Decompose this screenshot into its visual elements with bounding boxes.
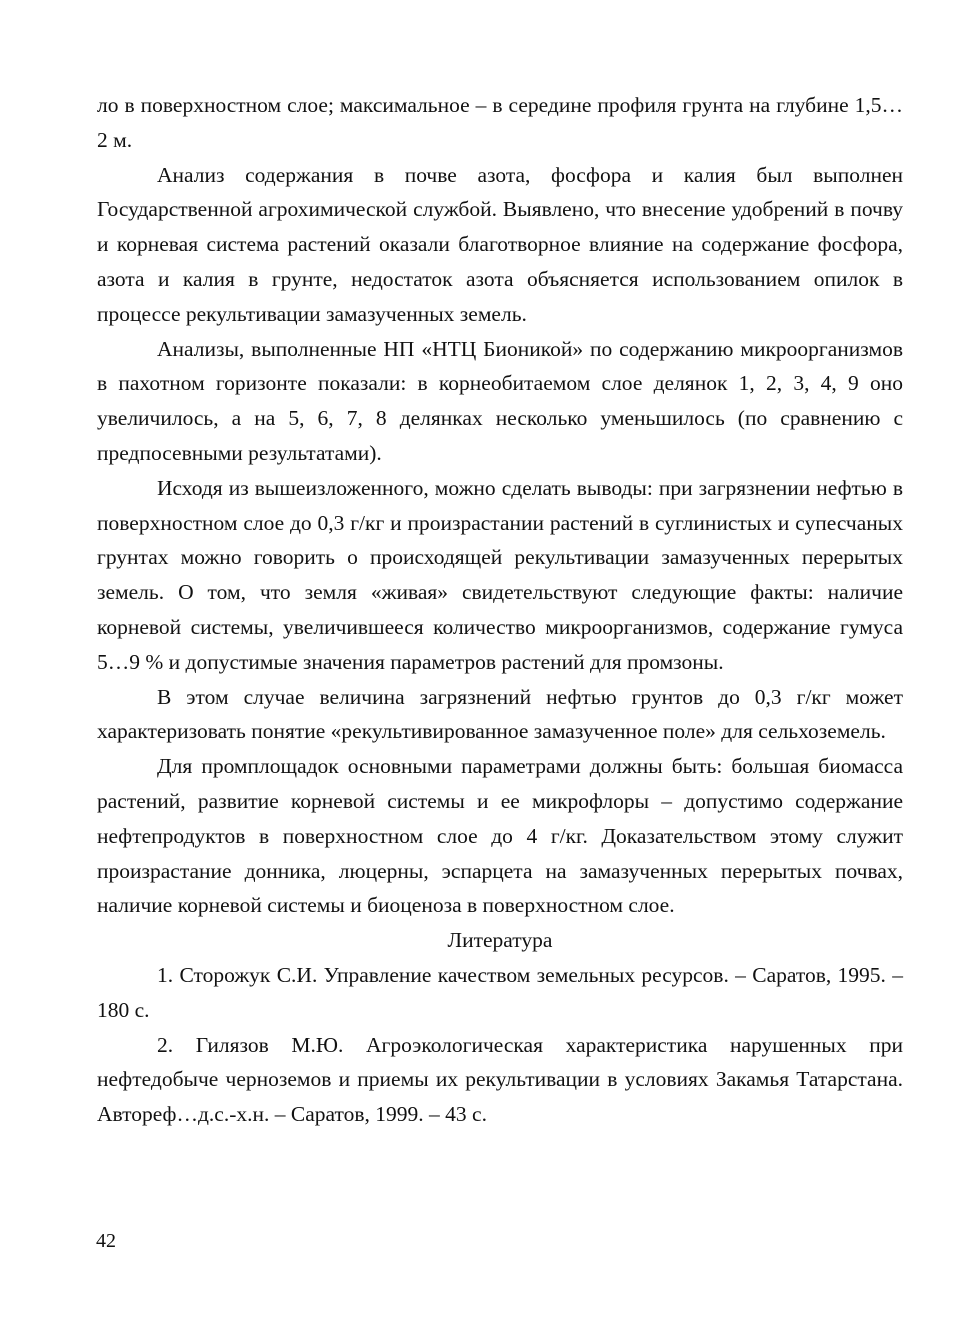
paragraph: В этом случае величина загрязнений нефтью грунтов до 0,3 г/кг может характеризовать понятие «рекультивированное замазученное поле» для сельхоземель. xyxy=(97,684,903,744)
paragraph: Анализы, выполненные НП «НТЦ Бионикой» по содержанию микроорганизмов в пахотном горизонте показали: в корнеобитаемом слое делянок 1, 2, 3, 4, 9 оно увеличилось, а на 5, 6, 7, 8 делянках несколько уменьшилось (по сравнению с предпосевными результатами). xyxy=(97,336,903,465)
page-body xyxy=(97,88,903,1132)
reference-item: 2. Гилязов М.Ю. Агроэкологическая характеристика нарушенных при нефтедобыче черноземов и приемы их рекультивации в условиях Закамья Татарстана. Автореф…д.с.-х.н. – Саратов, 1999. – 43 с. xyxy=(97,1032,903,1127)
paragraph: Исходя из вышеизложенного, можно сделать выводы: при загрязнении нефтью в поверхностном слое до 0,3 г/кг и произрастании растений в суглинистых и супесчаных грунтах можно говорить о происходящей рекультивации замазученных перерытых земель. О том, что земля «живая» свидетельствуют следующие факты: наличие корневой системы, увеличившееся количество микроорганизмов, содержание гумуса 5…9 % и допустимые значения параметров растений для промзоны. xyxy=(97,475,903,674)
literature-heading: Литература xyxy=(447,928,553,953)
paragraph: ло в поверхностном слое; максимальное – в середине профиля грунта на глубине 1,5…2 м. xyxy=(97,93,903,152)
paragraph: Для промплощадок основными параметрами должны быть: большая биомасса растений, развитие корневой системы и ее микрофлоры – допустимо содержание нефтепродуктов в поверхностном слое до 4 г/кг. Доказательством этому служит произрастание донника, люцерны, эспарцета на замазученных перерытых почвах, наличие корневой системы и биоценоза в поверхностном слое. xyxy=(97,754,903,918)
page-number: 42 xyxy=(96,1230,116,1252)
reference-item: 1. Сторожук С.И. Управление качеством земельных ресурсов. – Саратов, 1995. – 180 с. xyxy=(97,962,903,1022)
paragraph: Анализ содержания в почве азота, фосфора и калия был выполнен Государственной агрохимической службой. Выявлено, что внесение удобрений в почву и корневая система растений оказали благотворное влияние на содержание фосфора, азота и калия в грунте, недостаток азота объясняется использованием опилок в процессе рекультивации замазученных земель. xyxy=(97,162,903,326)
